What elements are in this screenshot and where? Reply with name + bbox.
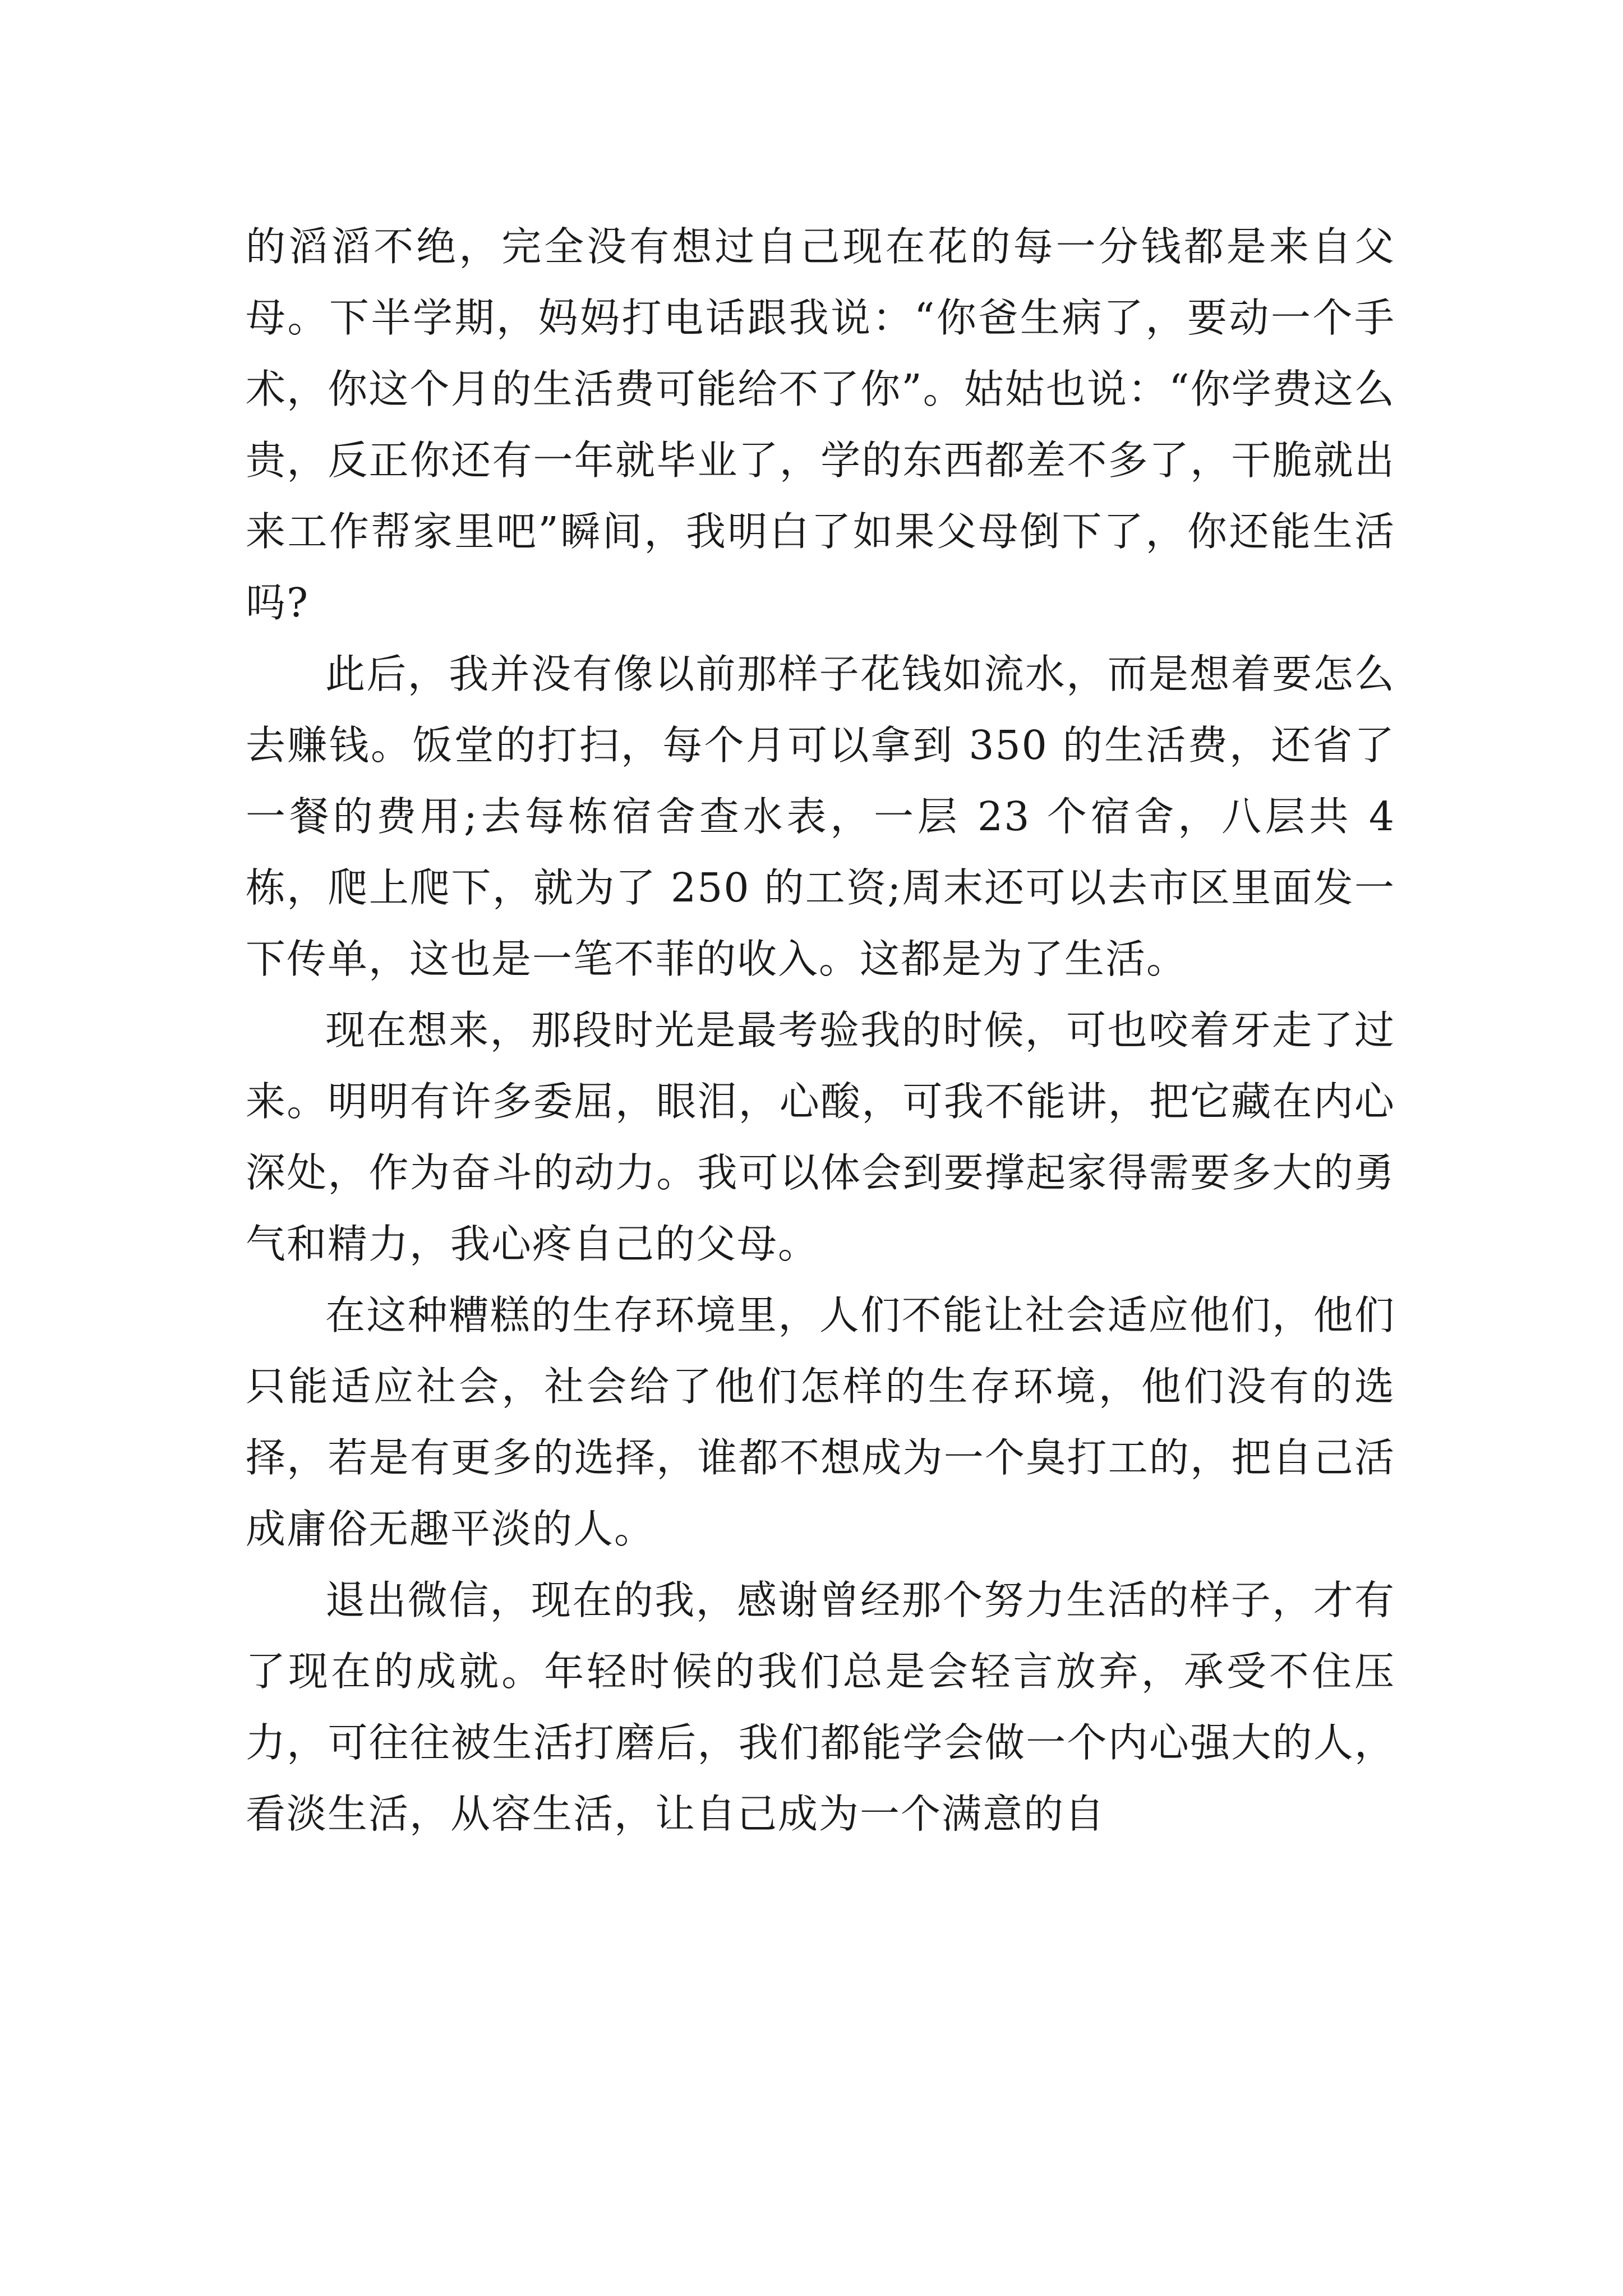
document-body (246, 211, 1395, 1849)
paragraph-2: 此后，我并没有像以前那样子花钱如流水，而是想着要怎么去赚钱。饭堂的打扫，每个月可以拿到 350 的生活费，还省了一餐的费用;去每栋宿舍查水表，一层 23 个宿舍，八层共 4 栋，爬上爬下，就为了 250 的工资;周末还可以去市区里面发一下传单，这也是一笔不菲的收入。这都是为了生活。 (246, 651, 1395, 982)
paragraph-5: 退出微信，现在的我，感谢曾经那个努力生活的样子，才有了现在的成就。年轻时候的我们总是会轻言放弃，承受不住压力，可往往被生活打磨后，我们都能学会做一个内心强大的人，看淡生活，从容生活，让自己成为一个满意的自 (246, 1577, 1395, 1837)
paragraph-1: 的滔滔不绝，完全没有想过自己现在花的每一分钱都是来自父母。下半学期，妈妈打电话跟我说：“你爸生病了，要动一个手术，你这个月的生活费可能给不了你”。姑姑也说：“你学费这么贵，反正你还有一年就毕业了，学的东西都差不多了，干脆就出来工作帮家里吧”瞬间，我明白了如果父母倒下了，你还能生活吗? (246, 223, 1395, 626)
paragraph-3: 现在想来，那段时光是最考验我的时候，可也咬着牙走了过来。明明有许多委屈，眼泪，心酸，可我不能讲，把它藏在内心深处，作为奋斗的动力。我可以体会到要撑起家得需要多大的勇气和精力，我心疼自己的父母。 (246, 1007, 1395, 1267)
paragraph-4: 在这种糟糕的生存环境里，人们不能让社会适应他们，他们只能适应社会，社会给了他们怎样的生存环境，他们没有的选择，若是有更多的选择，谁都不想成为一个臭打工的，把自己活成庸俗无趣平淡的人。 (246, 1292, 1395, 1552)
